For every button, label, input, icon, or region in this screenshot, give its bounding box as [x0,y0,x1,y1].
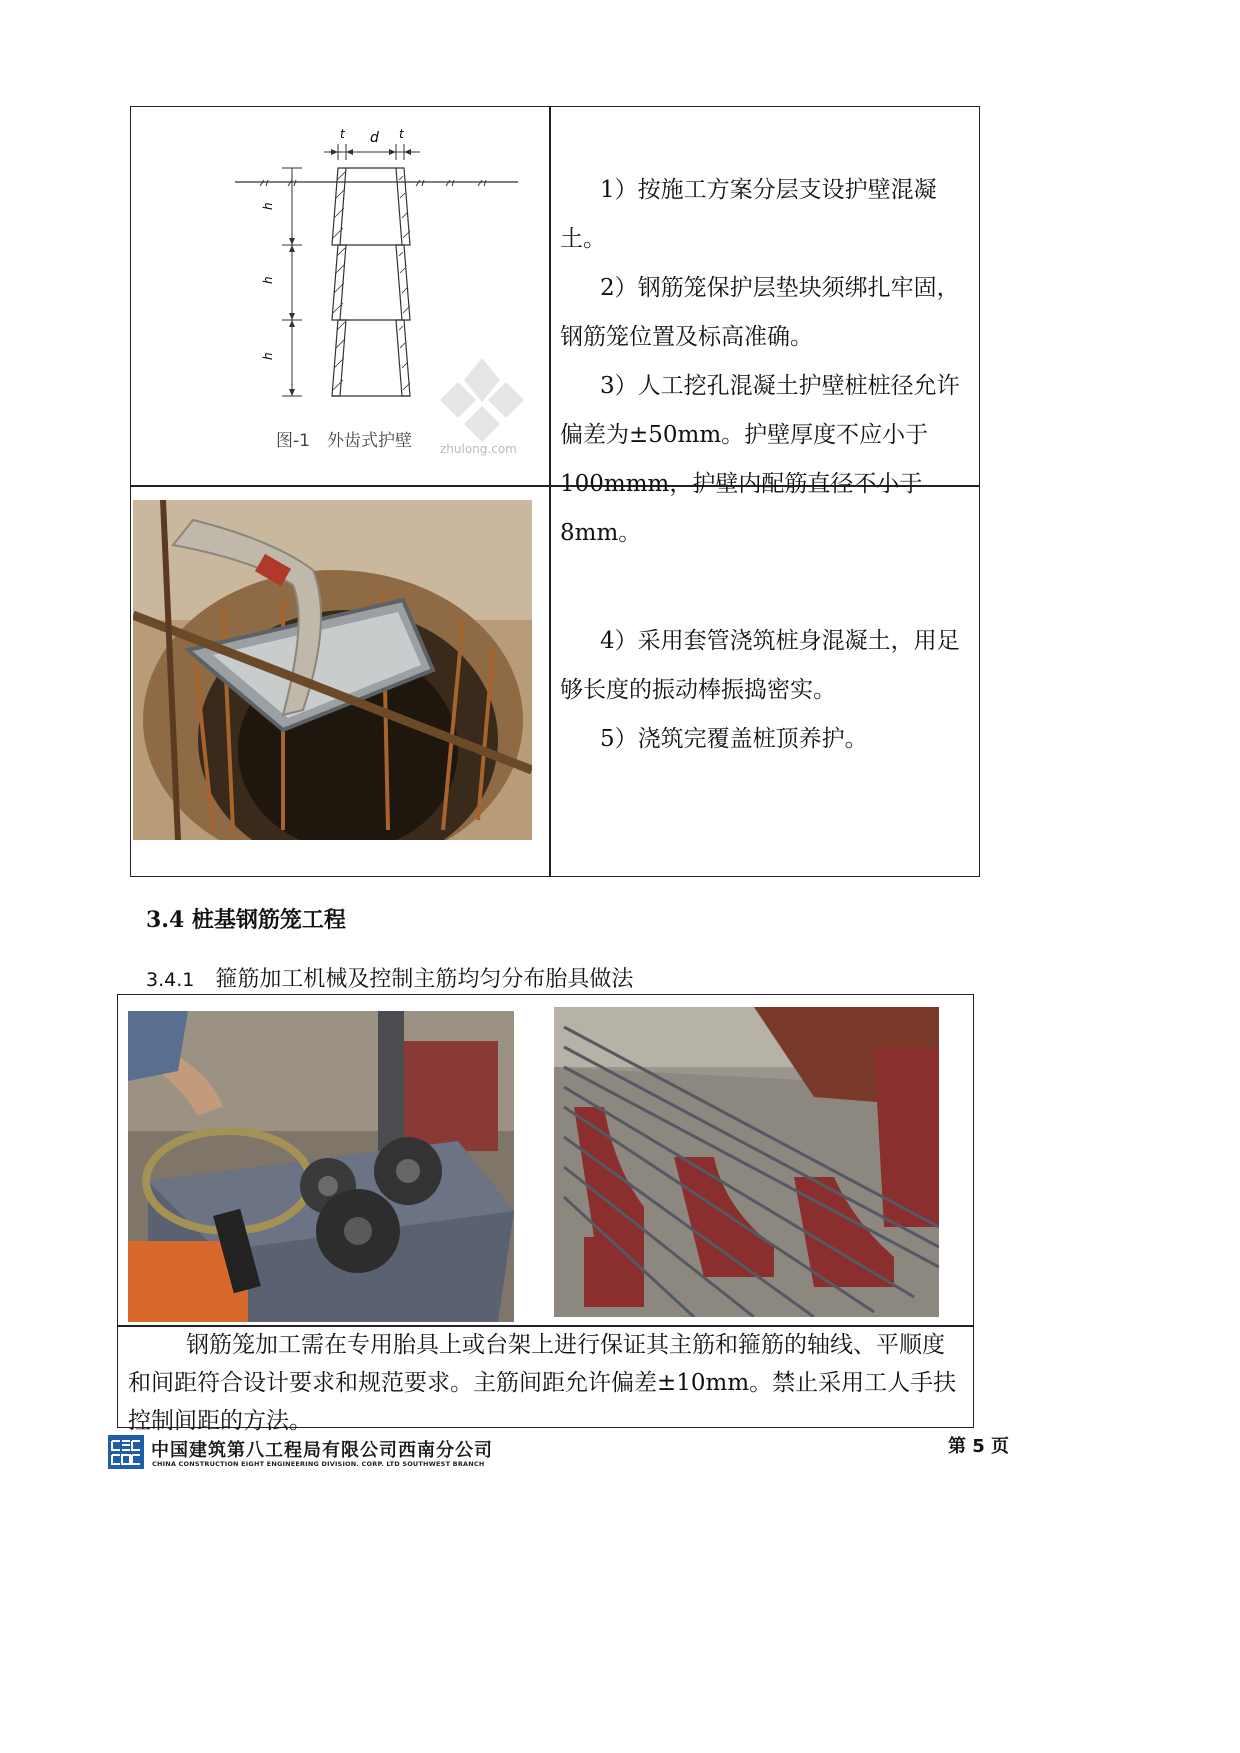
section-heading: 3.4 桩基钢筋笼工程 [146,907,346,933]
row2-text [560,617,974,764]
table-2-text: 钢筋笼加工需在专用胎具上或台架上进行保证其主筋和箍筋的轴线、平顺度和间距符合设计要求和规范要求。主筋间距允许偏差±10mm。禁止采用工人手扶控制间距的方法。 [128,1332,957,1434]
cscec-logo [108,1435,144,1469]
paragraph-2: 2）钢筋笼保护层垫块须绑扎牢固，钢筋笼位置及标高准确。 [560,275,960,350]
svg-text:d: d [370,130,379,146]
subsection-heading [146,962,633,993]
svg-text:zhulong.com: zhulong.com [440,442,517,456]
svg-text:h: h [261,352,275,360]
table-1-col-divider [549,106,551,877]
watermark-logo [440,358,524,442]
svg-text:h: h [261,202,275,210]
svg-text:h: h [261,276,275,284]
svg-text:t: t [399,127,404,141]
concrete-pouring-photo [133,500,532,840]
page-number: 第 5 页 [948,1436,1010,1457]
paragraph-1: 1）按施工方案分层支设护壁混凝土。 [560,177,937,252]
ground-hatch [260,180,486,186]
figure-caption: 图-1 外齿式护壁 [276,431,412,451]
pile-wall-diagram [220,118,540,463]
subsection-number: 3.4.1 [146,969,195,991]
row1-text [560,166,974,558]
rebar-cage-jig-photo [554,1007,939,1317]
stirrup-bending-machine-photo [128,1011,514,1322]
footer-company-cn: 中国建筑第八工程局有限公司西南分公司 [151,1440,493,1461]
svg-text:t: t [340,127,345,141]
paragraph-5: 5）浇筑完覆盖桩顶养护。 [600,726,868,752]
paragraph-3: 3）人工挖孔混凝土护壁桩桩径允许偏差为±50mm。护壁厚度不应小于100mmm，护壁内配筋直径不小于8mm。 [560,373,960,546]
footer-company-en: CHINA CONSTRUCTION EIGHT ENGINEERING DIVISION. CORP. LTD SOUTHWEST BRANCH [152,1460,485,1468]
paragraph-4: 4）采用套管浇筑桩身混凝土，用足够长度的振动棒振捣密实。 [560,628,960,703]
subsection-title: 箍筋加工机械及控制主筋均匀分布胎具做法 [215,967,634,992]
